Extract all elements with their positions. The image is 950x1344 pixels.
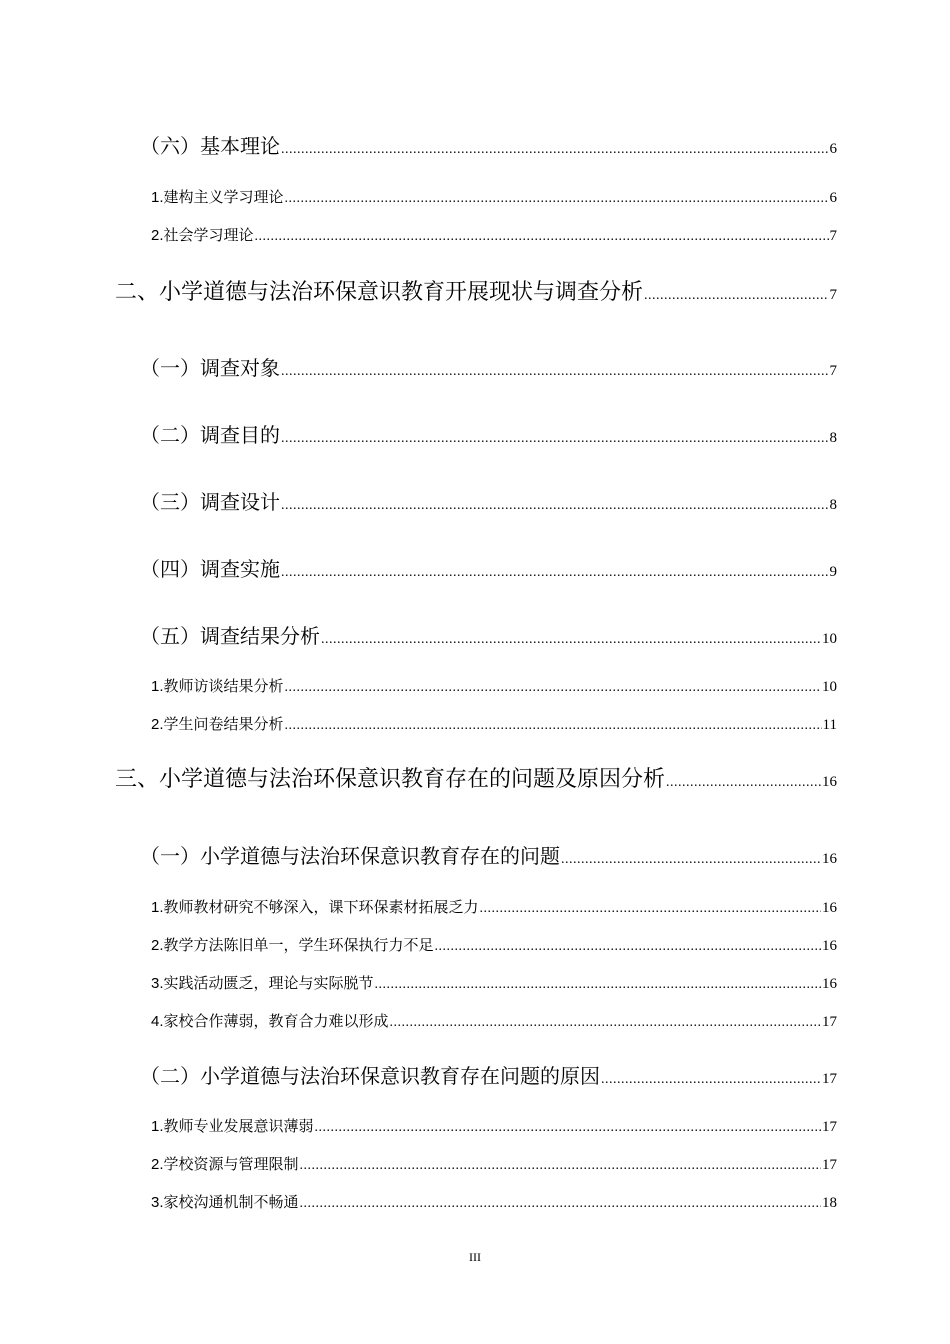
toc-entry-page: 10 <box>822 679 837 695</box>
toc-dot-leader <box>561 852 821 868</box>
toc-entry-title: 基本理论 <box>200 134 280 158</box>
toc-dot-leader <box>281 498 829 514</box>
toc-entry-number: 2. <box>151 937 164 954</box>
toc-entry-title: 学生问卷结果分析 <box>163 715 284 733</box>
toc-entry-page: 18 <box>822 1195 837 1211</box>
toc-dot-leader <box>300 1196 821 1212</box>
toc-entry-problem-1[interactable] <box>151 896 837 917</box>
toc-entry-existing-problems[interactable] <box>140 840 837 869</box>
toc-entry-page: 16 <box>822 851 837 867</box>
toc-entry-number: （二） <box>140 423 200 447</box>
toc-entry-title: 调查目的 <box>200 423 280 447</box>
toc-entry-number: 1. <box>151 899 164 916</box>
toc-entry-number: 1. <box>151 189 164 206</box>
toc-entry-title: 教师专业发展意识薄弱 <box>163 1117 314 1135</box>
toc-dot-leader <box>435 939 821 955</box>
toc-entry-page: 16 <box>822 900 837 916</box>
toc-entry-title: 学校资源与管理限制 <box>163 1155 299 1173</box>
toc-dot-leader <box>644 288 828 304</box>
toc-entry-problem-causes[interactable] <box>140 1060 837 1089</box>
toc-entry-title: 社会学习理论 <box>163 226 254 244</box>
toc-entry-page: 17 <box>822 1157 837 1173</box>
toc-entry-number: （一） <box>140 356 200 380</box>
toc-entry-number: （五） <box>140 624 200 648</box>
toc-entry-survey-purpose[interactable] <box>140 419 837 448</box>
toc-entry-number: 1. <box>151 678 164 695</box>
toc-entry-page: 16 <box>822 938 837 954</box>
toc-entry-page: 7 <box>829 363 837 379</box>
toc-entry-page: 6 <box>829 190 837 206</box>
toc-entry-number: 3. <box>151 975 164 992</box>
toc-entry-page: 11 <box>822 717 837 733</box>
toc-entry-social-learning[interactable] <box>151 224 837 245</box>
toc-entry-survey-design[interactable] <box>140 486 837 515</box>
toc-entry-page: 10 <box>822 631 837 647</box>
toc-dot-leader <box>321 632 821 648</box>
toc-entry-page: 17 <box>822 1071 837 1087</box>
toc-entry-number: 2. <box>151 716 164 733</box>
toc-entry-number: （四） <box>140 557 200 581</box>
toc-entry-title: 小学道德与法治环保意识教育存在问题的原因 <box>200 1064 600 1088</box>
toc-entry-title: 教学方法陈旧单一，学生环保执行力不足 <box>163 936 434 954</box>
toc-entry-number: 二、 <box>115 280 160 305</box>
toc-entry-page: 16 <box>822 774 837 790</box>
toc-entry-problem-4[interactable] <box>151 1010 837 1031</box>
toc-entry-title: 小学道德与法治环保意识教育开展现状与调查分析 <box>159 280 644 305</box>
toc-entry-number: 4. <box>151 1013 164 1030</box>
toc-dot-leader <box>601 1072 821 1088</box>
toc-entry-student-questionnaire[interactable] <box>151 713 837 734</box>
toc-entry-number: 1. <box>151 1118 164 1135</box>
toc-entry-title: 调查对象 <box>200 356 280 380</box>
toc-entry-basic-theory[interactable] <box>140 130 837 159</box>
page-number-footer: III <box>469 1250 481 1264</box>
toc-entry-title: 教师教材研究不够深入，课下环保素材拓展乏力 <box>163 898 479 916</box>
toc-entry-number: （三） <box>140 490 200 514</box>
toc-entry-title: 调查实施 <box>200 557 280 581</box>
toc-entry-number: 三、 <box>115 767 160 792</box>
toc-dot-leader <box>315 1120 821 1136</box>
toc-entry-title: 建构主义学习理论 <box>163 188 284 206</box>
toc-dot-leader <box>285 191 829 207</box>
toc-entry-number: 2. <box>151 227 164 244</box>
toc-entry-title: 实践活动匮乏，理论与实际脱节 <box>163 974 374 992</box>
toc-entry-page: 16 <box>822 976 837 992</box>
toc-entry-survey-implementation[interactable] <box>140 553 837 582</box>
toc-entry-chapter-3[interactable] <box>115 762 837 793</box>
toc-entry-problem-3[interactable] <box>151 972 837 993</box>
toc-entry-title: 教师访谈结果分析 <box>163 677 284 695</box>
toc-entry-problem-2[interactable] <box>151 934 837 955</box>
toc-dot-leader <box>480 901 821 917</box>
toc-entry-title: 小学道德与法治环保意识教育存在的问题 <box>200 844 560 868</box>
toc-dot-leader <box>281 364 829 380</box>
toc-entry-number: （一） <box>140 844 200 868</box>
toc-entry-title: 家校沟通机制不畅通 <box>163 1193 299 1211</box>
toc-entry-page: 7 <box>829 287 837 303</box>
toc-entry-page: 17 <box>822 1119 837 1135</box>
toc-dot-leader <box>255 229 829 245</box>
toc-dot-leader <box>375 977 821 993</box>
toc-entry-page: 17 <box>822 1014 837 1030</box>
toc-entry-number: 2. <box>151 1156 164 1173</box>
toc-dot-leader <box>300 1158 821 1174</box>
toc-entry-page: 7 <box>829 228 837 244</box>
toc-entry-number: 3. <box>151 1194 164 1211</box>
toc-entry-page: 8 <box>829 497 837 513</box>
toc-entry-cause-2[interactable] <box>151 1153 837 1174</box>
toc-entry-number: （二） <box>140 1064 200 1088</box>
toc-dot-leader <box>285 718 822 734</box>
toc-entry-survey-results[interactable] <box>140 620 837 649</box>
toc-entry-page: 9 <box>829 564 837 580</box>
toc-entry-chapter-2[interactable] <box>115 275 837 306</box>
toc-dot-leader <box>281 565 829 581</box>
toc-dot-leader <box>281 431 829 447</box>
toc-entry-title: 调查结果分析 <box>200 624 320 648</box>
toc-entry-title: 家校合作薄弱，教育合力难以形成 <box>163 1012 389 1030</box>
toc-entry-cause-1[interactable] <box>151 1115 837 1136</box>
toc-entry-title: 调查设计 <box>200 490 280 514</box>
toc-dot-leader <box>281 142 829 158</box>
toc-entry-cause-3[interactable] <box>151 1191 837 1212</box>
toc-entry-title: 小学道德与法治环保意识教育存在的问题及原因分析 <box>159 767 666 792</box>
toc-dot-leader <box>666 775 821 791</box>
toc-entry-number: （六） <box>140 134 200 158</box>
toc-dot-leader <box>390 1015 821 1031</box>
toc-entry-page: 8 <box>829 430 837 446</box>
toc-dot-leader <box>285 680 821 696</box>
toc-entry-survey-subjects[interactable] <box>140 352 837 381</box>
toc-entry-constructivism[interactable] <box>151 186 837 207</box>
toc-entry-teacher-interview[interactable] <box>151 675 837 696</box>
toc-entry-page: 6 <box>829 141 837 157</box>
